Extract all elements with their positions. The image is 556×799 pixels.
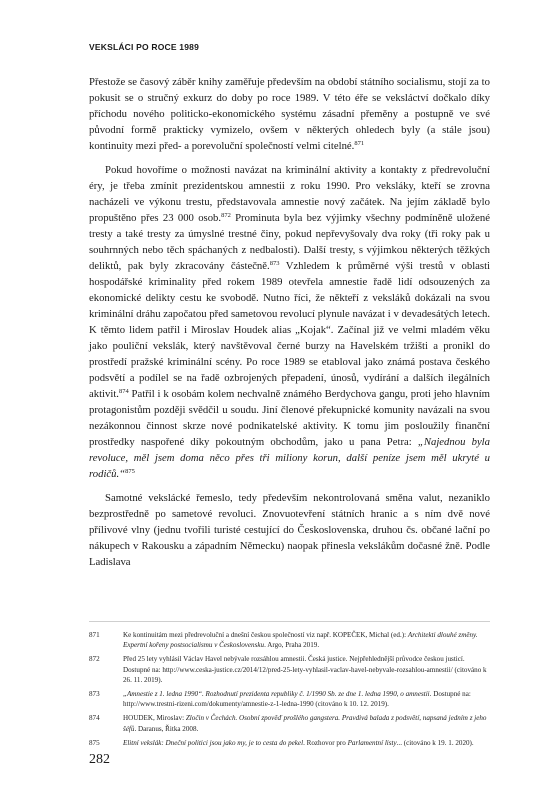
text-run: Ke kontinuitám mezi předrevoluční a dnešní českou společností viz např. KOPEČEK, Michal (ed.): (123, 631, 408, 639)
footnote-number: 871 (89, 631, 100, 639)
footnotes (89, 630, 490, 752)
text-run: . Argo, Praha 2019. (264, 641, 320, 650)
text-run: HOUDEK, Miroslav: (123, 714, 186, 723)
italic-text: „Najednou byla revoluce, měl jsem doma něco přes tři miliony korun, další peníze jsem měl ukryté u rodičů.“ (89, 436, 490, 480)
footnote (89, 654, 490, 685)
footnote-ref: 875 (125, 468, 135, 475)
footnote-text (123, 654, 490, 685)
footnote-number: 872 (89, 655, 100, 664)
paragraph (89, 490, 490, 570)
footnote-number: 874 (89, 714, 100, 723)
text-run: Pokud hovoříme o možnosti navázat na kriminální aktivity a kontakty z předrevoluční éry, je třeba zmínit prezidentskou amnestii z roku 1990. Pro veksláky, kteří se zrovna nacházeli ve výkonu trestu, představovala amnestie nový začátek. Na jejím základě bylo propuštěno přes 23 000 osob. (89, 164, 490, 224)
footnote-number: 875 (89, 738, 100, 747)
text-run: . Dostupné na: http://www.trestni-rizeni.com/dokumenty/amnestie-z-1-ledna-1990 (citováno k 10. 12. 2019). (123, 690, 471, 709)
text-run: Patřil i k osobám kolem nechvalně známého Berdychova gangu, proti jeho hlavním protagonistům později svědčil u soudu. Jiní členové překupnické komunity navázali na svou nezákonnou činnost skrze nové podnikatelské aktivity. K tomu jim posloužily finanční prostředky naspořené díky pokoutným obchodům, jako u pana Petra: (89, 388, 490, 448)
footnote (89, 630, 490, 650)
footnote-text (123, 738, 490, 748)
paragraph (89, 74, 490, 154)
text-run: Prominuta byla bez výjimky všechny podmíněně uložené tresty a také tresty za úmyslné trestné činy, pokud nepřevyšovaly dva roky (tři roky pak u souhrnných nebo těch spáchaných z nedbalosti). Další tresty, s výjimkou některých těžkých deliktů, pak byly zkracovány částečně. (89, 212, 490, 272)
footnote (89, 738, 490, 748)
italic-text: Parlamentní listy (347, 738, 397, 747)
footnote-number: 873 (89, 690, 100, 699)
footnote-text (123, 689, 490, 709)
italic-text: Zločin v Čechách. Osobní zpověď prošlého gangstera. Pravdivá balada z podsvětí, napsaná jedním z jeho šéfů (123, 714, 487, 733)
body-text (89, 74, 490, 570)
text-run: Samotné vekslácké řemeslo, tedy především nekontrolovaná směna valut, nezaniklo bezprostředně po sametové revoluci. Znovuotevření státních hranic a s ním dvě nové přílivové vlny (jednu tvořili turisté cestující do Československa, druhou čs. občané lační po nákupech v Rakousku a západním Německu) naopak přinesla vekslákům dočasné žně. Podle Ladislava (89, 492, 490, 568)
footnote-ref: 874 (118, 388, 129, 395)
text-run: . Rozhovor pro (303, 738, 348, 747)
italic-text: Architekti dlouhé změny. Expertní kořeny postsocialismu v Československu (123, 631, 478, 650)
footnote (89, 713, 490, 733)
footnote-ref: 871 (354, 140, 365, 147)
text-run: Přestože se časový záběr knihy zaměřuje především na období státního socialismu, stojí za to pokusit se o stručný exkurz do doby po roce 1989. V této éře se veksláctví dočkalo díky příchodu nového politicko-ekonomického systému zásadní přeměny a postupně ve své původní formě prakticky vymizelo, ovšem v některých ohledech byly (a stále jsou) kontinuity mezi před- a porevoluční společností velmi citelné. (89, 76, 490, 152)
paragraph (89, 162, 490, 482)
footnote-divider (89, 621, 490, 622)
footnote-text (123, 713, 490, 733)
text-run: . Daranus, Řitka 2008. (134, 724, 199, 733)
footnote-ref: 873 (269, 260, 280, 267)
footnote (89, 689, 490, 709)
running-header: VEKSLÁCI PO ROCE 1989 (89, 42, 200, 52)
text-run: Vzhledem k průměrné výši trestů v oblasti hospodářské kriminality před rokem 1989 otevřela amnestie řadě lidí odsouzených za ekonomické delikty cestu ke svobodě. Nutno říci, že někteří z veksláků dokázali na svou kriminální dráhu započatou před sametovou revolucí plynule navázat i v devadesátých letech. K těmto lidem patřil i Miroslav Houdek alias „Kojak“. Začínal již ve velmi mladém věku jako pouliční vekslák, který navštěvoval černé burzy na Havelském tržišti a pronikl do prostředí pražské kriminální scény. Po roce 1989 se etabloval jako známá postava českého podsvětí a podílel se na řadě ozbrojených přepadení, únosů, vydírání a dalších ilegálních aktivit. (89, 260, 491, 400)
italic-text: Elitní vekslák: Dneční politici jsou jako my, je to cesta do pekel (123, 738, 304, 747)
text-run: Před 25 lety vyhlásil Václav Havel nebývale rozsáhlou amnestii. Česká justice. Nejpřehlednější průvodce českou justicí. Dostupné na: http://www.ceska-justice.cz/2014/12/pred-25-lety-vyhlasil-vaclav-havel-nebyvale-rozsahlou-amnestii/ (citováno k 26. 11. 2019). (123, 655, 487, 684)
page-number: 282 (89, 752, 110, 767)
text-run: ... (citováno k 19. 1. 2020). (396, 738, 474, 747)
footnote-text (123, 630, 490, 650)
italic-text: „Amnestie z 1. ledna 1990“. Rozhodnutí prezidenta republiky č. 1/1990 Sb. ze dne 1. ledna 1990, o amnestii (123, 690, 430, 699)
footnote-ref: 872 (221, 212, 231, 219)
